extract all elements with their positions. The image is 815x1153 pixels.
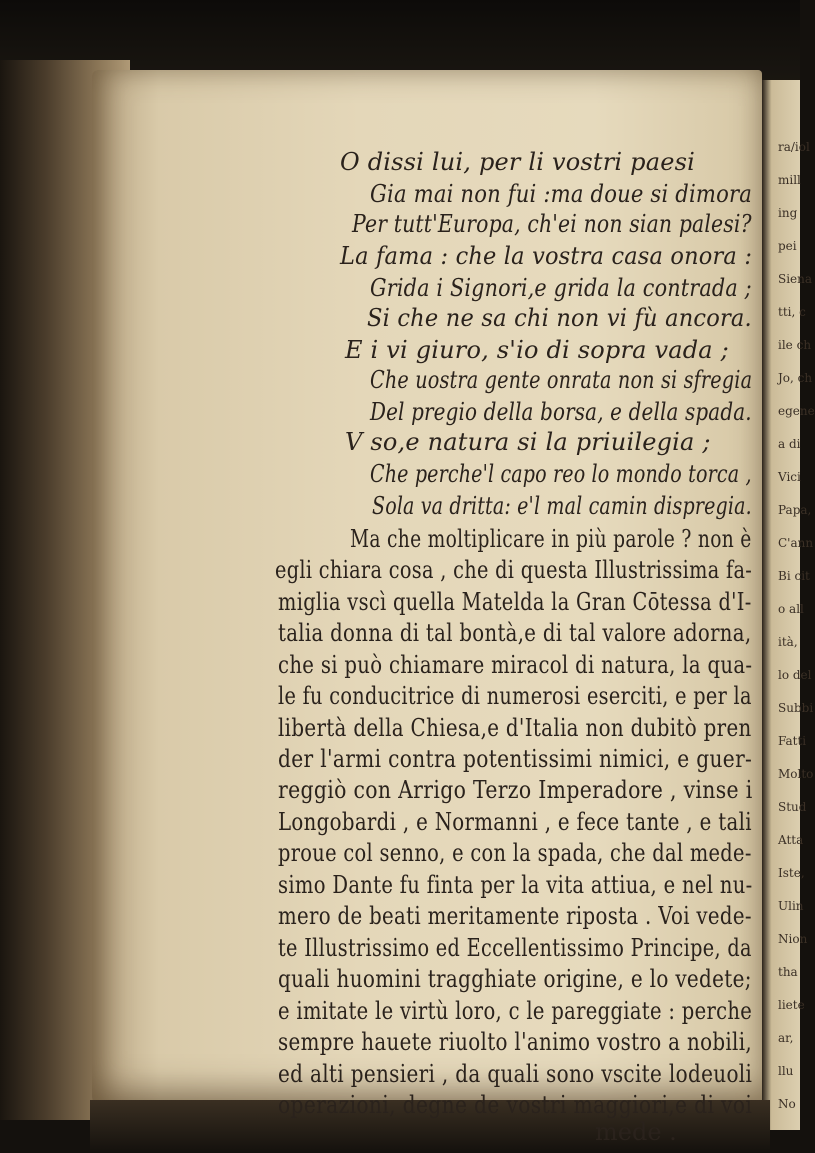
adjacent-page-text-fragment: Atta (778, 833, 804, 847)
prose-line: ed alti pensieri , da quali sono vscite lodeuoli (278, 1059, 753, 1088)
prose-line: proue col senno, e con la spada, che dal mede- (278, 838, 752, 867)
catchword: mede . (595, 1118, 677, 1146)
prose-line: egli chiara cosa , che di questa Illustrissima fa- (275, 555, 753, 584)
adjacent-page-text-fragment: Subbi (778, 701, 814, 715)
adjacent-page-text-fragment: tha (778, 965, 798, 979)
verse-line: Del pregio della borsa, e della spada. (370, 398, 752, 426)
prose-line: te Illustrissimo ed Eccellentissimo Principe, da (278, 933, 752, 962)
adjacent-page-text-fragment: ar, (778, 1031, 794, 1045)
prose-line: mero de beati meritamente riposta . Voi vede- (278, 901, 752, 930)
adjacent-page-text-fragment: ità, (778, 635, 798, 649)
verse-line: Gia mai non fui :ma doue si dimora (370, 180, 753, 208)
adjacent-page-text-fragment: o all (778, 602, 804, 616)
prose-line: e imitate le virtù loro, c le pareggiate : perche (278, 996, 753, 1025)
prose-line: Ma che moltiplicare in più parole ? non è (350, 524, 752, 553)
adjacent-page-text-fragment: llu (778, 1064, 794, 1078)
adjacent-page-text-fragment: No (778, 1097, 796, 1111)
verse-line: Che uostra gente onrata non si sfregia (370, 366, 753, 394)
adjacent-page-text-fragment: Papa, (778, 503, 812, 517)
adjacent-page-text-fragment: lo del (778, 668, 812, 682)
prose-line: simo Dante fu finta per la vita attiua, e nel nu- (278, 870, 753, 899)
adjacent-page-text-fragment: C'ann (778, 536, 814, 550)
verse-line: La fama : che la vostra casa onora : (340, 242, 753, 270)
adjacent-page-text-fragment: Molto (778, 767, 814, 781)
verse-line: Sola va dritta: e'l mal camin dispregia. (372, 492, 752, 520)
prose-line: libertà della Chiesa,e d'Italia non dubitò pren (278, 713, 752, 742)
adjacent-page-text-fragment: Vici (778, 470, 801, 484)
adjacent-page-text-fragment: Nion (778, 932, 808, 946)
prose-line: le fu conducitrice di numerosi eserciti, e per la (278, 681, 752, 710)
prose-line: Longobardi , e Normanni , e fece tante , e tali (278, 807, 752, 836)
verse-line: Che perche'l capo reo lo mondo torca , (370, 460, 752, 488)
verse-line: Si che ne sa chi non vi fù ancora. (367, 304, 752, 332)
adjacent-page-text-fragment: a di (778, 437, 801, 451)
adjacent-page-text-fragment: Jo, ch (778, 371, 813, 385)
adjacent-page-text-fragment: ing (778, 206, 798, 220)
adjacent-page-text-fragment: mill (778, 173, 801, 187)
adjacent-page-text-fragment: egene (778, 404, 815, 418)
adjacent-page-text-fragment: Ulin (778, 899, 804, 913)
adjacent-page-text-fragment: ra/iol (778, 140, 810, 154)
verse-line: Per tutt'Europa, ch'ei non sian palesi? (352, 210, 752, 238)
prose-line: operazioni, degne de vostri maggiori,e di voi (278, 1090, 753, 1119)
prose-line: miglia vscì quella Matelda la Gran Cōtessa d'I- (278, 587, 752, 616)
adjacent-page-text-fragment: liete (778, 998, 805, 1012)
prose-line: che si può chiamare miracol di natura, la qua- (278, 650, 753, 679)
adjacent-page-text-fragment: tti, c (778, 305, 806, 319)
adjacent-page-text-fragment: Siena (778, 272, 813, 286)
prose-line: talia donna di tal bontà,e di tal valore adorna, (278, 618, 752, 647)
prose-line: sempre hauete riuolto l'animo vostro a nobili, (278, 1027, 753, 1056)
adjacent-page-text-fragment: ile ch (778, 338, 812, 352)
verse-line: O dissi lui, per li vostri paesi (340, 148, 696, 176)
prose-line: reggiò con Arrigo Terzo Imperadore , vinse i (278, 775, 753, 804)
adjacent-page-text-fragment: Iste, (778, 866, 805, 880)
adjacent-page-text-fragment: Stud (778, 800, 807, 814)
adjacent-page-text-fragment: Bi cit (778, 569, 810, 583)
verse-line: Grida i Signori,e grida la contrada ; (370, 274, 752, 302)
verse-line: E i vi giuro, s'io di sopra vada ; (345, 336, 729, 364)
prose-line: quali huomini tragghiate origine, e lo vedete; (278, 964, 752, 993)
adjacent-page-text-fragment: Fatti (778, 734, 807, 748)
prose-line: der l'armi contra potentissimi nimici, e guer- (278, 744, 753, 773)
verse-line: V so,e natura si la priuilegia ; (345, 428, 711, 456)
adjacent-page-text-fragment: pei (778, 239, 797, 253)
